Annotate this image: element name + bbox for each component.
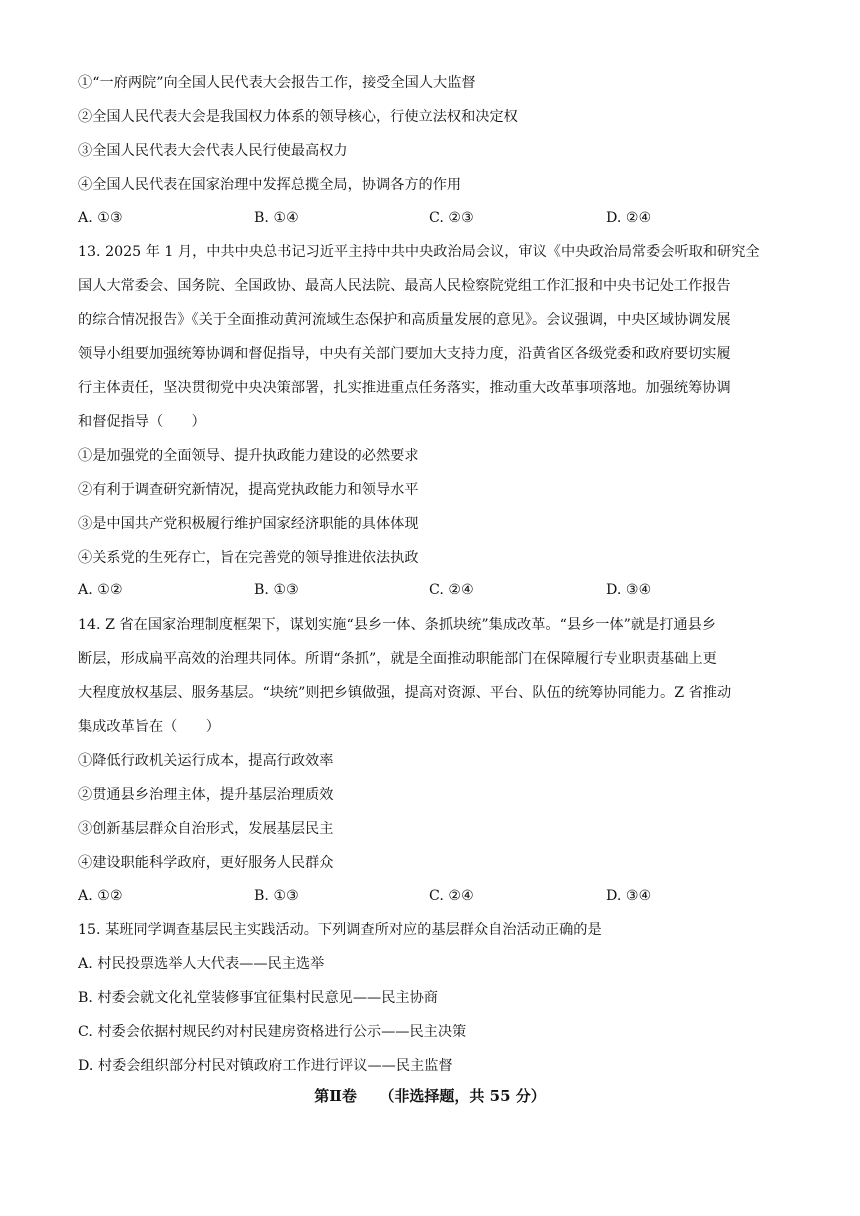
q14-item-3: ③创新基层群众自治形式，发展基层民主 [78, 821, 334, 837]
q13-item-4: ④关系党的生死存亡，旨在完善党的领导推进依法执政 [78, 550, 419, 566]
q14-stem-line-2: 断层，形成扁平高效的治理共同体。所谓“条抓”，就是全面推动职能部门在保障履行专业职责基础上更 [78, 651, 717, 667]
q15-option-d: D. 村委会组织部分村民对镇政府工作进行评议——民主监督 [78, 1058, 453, 1074]
q14-option-c: C. ②④ [429, 888, 474, 904]
section-2-heading: 第Ⅱ卷 （非选择题，共 55 分） [314, 1087, 546, 1105]
q13-option-a: A. ①② [78, 582, 123, 598]
q13-stem-line-3: 的综合情况报告》《关于全面推动黄河流域生态保护和高质量发展的意见》。会议强调，中央区域协调发展 [78, 312, 731, 328]
q12-item-3: ③全国人民代表大会代表人民行使最高权力 [78, 143, 348, 159]
q14-option-a: A. ①② [78, 888, 123, 904]
q13-stem-line-6: 和督促指导（ ） [78, 414, 206, 430]
q15-option-a: A. 村民投票选举人大代表——民主选举 [78, 956, 325, 972]
q13-stem-line-4: 领导小组要加强统筹协调和督促指导，中央有关部门要加大支持力度，沿黄省区各级党委和政府要切实履 [78, 346, 731, 362]
q14-stem-line-4: 集成改革旨在（ ） [78, 719, 220, 735]
q14-item-1: ①降低行政机关运行成本，提高行政效率 [78, 753, 334, 769]
q13-item-2: ②有利于调查研究新情况，提高党执政能力和领导水平 [78, 482, 419, 498]
q14-option-b: B. ①③ [254, 888, 299, 904]
q15-option-c: C. 村委会依据村规民约对村民建房资格进行公示——民主决策 [78, 1024, 467, 1040]
q13-stem-line-5: 行主体责任，坚决贯彻党中央决策部署，扎实推进重点任务落实，推动重大改革事项落地。加强统筹协调 [78, 380, 731, 396]
q12-option-a: A. ①③ [78, 210, 123, 226]
q13-option-c: C. ②④ [429, 582, 474, 598]
q13-item-1: ①是加强党的全面领导、提升执政能力建设的必然要求 [78, 448, 419, 464]
q14-option-d: D. ③④ [606, 888, 652, 904]
q14-stem-line-3: 大程度放权基层、服务基层。“块统”则把乡镇做强，提高对资源、平台、队伍的统筹协同能力。Z 省推动 [78, 685, 732, 701]
q12-item-4: ④全国人民代表在国家治理中发挥总揽全局，协调各方的作用 [78, 177, 462, 193]
q12-option-d: D. ②④ [606, 210, 652, 226]
q12-option-c: C. ②③ [429, 210, 474, 226]
q13-option-d: D. ③④ [606, 582, 652, 598]
q12-option-b: B. ①④ [254, 210, 299, 226]
q15-option-b: B. 村委会就文化礼堂装修事宜征集村民意见——民主协商 [78, 990, 438, 1006]
q15-stem: 15. 某班同学调查基层民主实践活动。下列调查所对应的基层群众自治活动正确的是 [78, 922, 602, 938]
q13-stem-line-1: 13. 2025 年 1 月，中共中央总书记习近平主持中共中央政治局会议，审议《中央政治局常委会听取和研究全 [78, 244, 760, 260]
q14-item-4: ④建设职能科学政府，更好服务人民群众 [78, 855, 334, 871]
q12-item-2: ②全国人民代表大会是我国权力体系的领导核心，行使立法权和决定权 [78, 109, 518, 125]
q14-stem-line-1: 14. Z 省在国家治理制度框架下，谋划实施“县乡一体、条抓块统”集成改革。“县乡一体”就是打通县乡 [78, 617, 716, 633]
q13-stem-line-2: 国人大常委会、国务院、全国政协、最高人民法院、最高人民检察院党组工作汇报和中央书记处工作报告 [78, 278, 731, 294]
q13-option-b: B. ①③ [254, 582, 299, 598]
q13-item-3: ③是中国共产党积极履行维护国家经济职能的具体体现 [78, 516, 419, 532]
q14-item-2: ②贯通县乡治理主体，提升基层治理质效 [78, 787, 334, 803]
q12-item-1: ①“一府两院”向全国人民代表大会报告工作，接受全国人大监督 [78, 75, 476, 91]
